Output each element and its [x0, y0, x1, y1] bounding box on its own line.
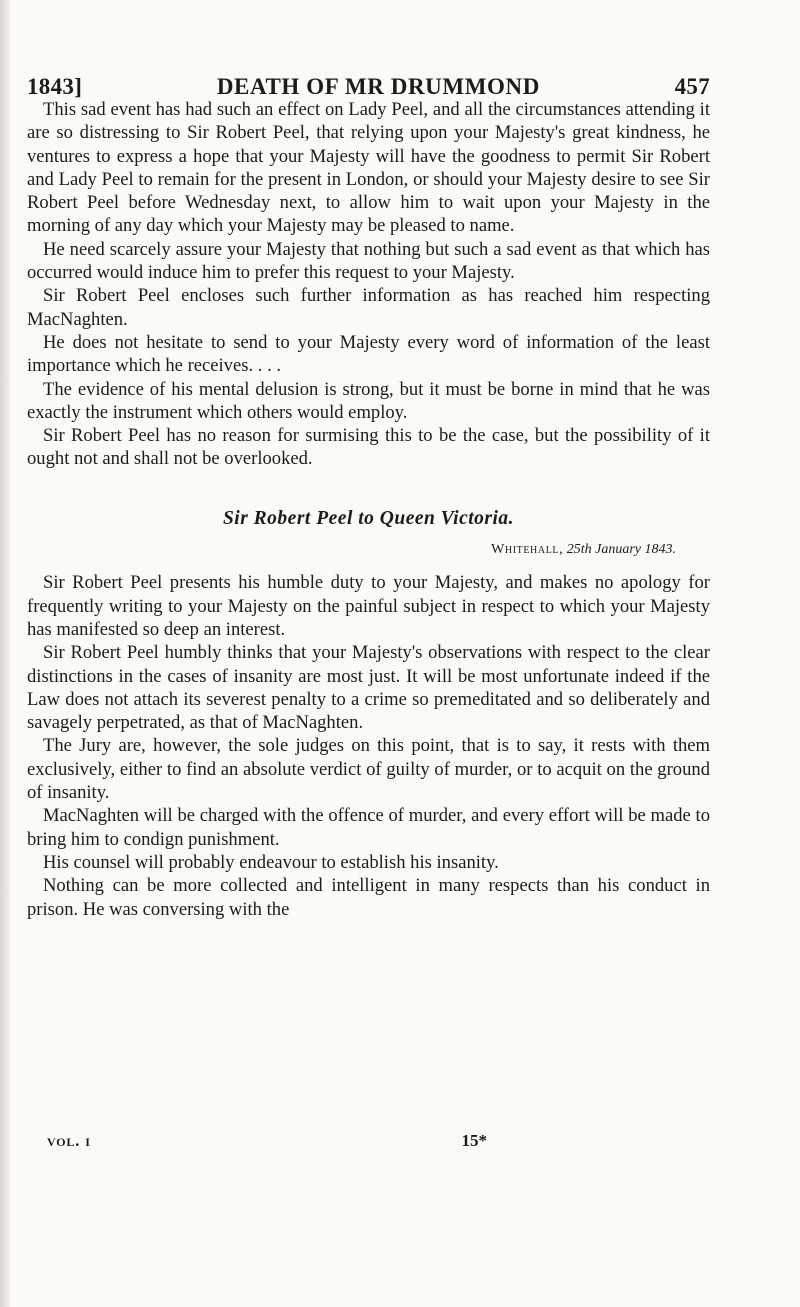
paragraph: Sir Robert Peel encloses such further information as has reached him respecting MacNaghten.: [27, 285, 710, 330]
letter-heading: Sir Robert Peel to Queen Victoria.: [222, 507, 515, 529]
paragraph: His counsel will probably endeavour to establish his insanity.: [43, 851, 499, 873]
dateline-place: Whitehall,: [491, 542, 564, 558]
signature-mark: 15*: [461, 1131, 487, 1150]
paragraph: Sir Robert Peel has no reason for surmising this to be the case, but the possibility of it ought not and shall not be overlooked.: [27, 425, 710, 470]
paragraph: He need scarcely assure your Majesty that nothing but such a sad event as that which has occurred would induce him to prefer this request to your Majesty.: [27, 238, 710, 284]
paragraph: The Jury are, however, the sole judges on this point, that is to say, it rests with them exclusively, either to find an absolute verdict of guilty of murder, or to acquit on the ground of insanity.: [27, 735, 710, 804]
page-edge-shadow: [0, 0, 10, 1307]
page-body: [27, 98, 710, 921]
volume-marker: vol. i: [47, 1131, 91, 1150]
paragraph: He does not hesitate to send to your Majesty every word of information of the least importance which he receives. . . .: [27, 331, 710, 377]
page-number: 457: [674, 74, 710, 99]
paragraph: Sir Robert Peel presents his humble duty to your Majesty, and makes no apology for frequently writing to your Majesty on the painful subject in respect to which your Majesty has manifested so deep an interest.: [27, 572, 710, 640]
paragraph: This sad event has had such an effect on Lady Peel, and all the circumstances attending it are so distressing to Sir Robert Peel, that relying upon your Majesty's great kindness, he ventures to express a hope that your Majesty will have the goodness to permit Sir Robert and Lady Peel to remain for the present in London, or should your Majesty desire to see Sir Robert Peel before Wednesday next, to allow him to wait upon your Majesty in the morning of any day which your Majesty may be pleased to name.: [27, 99, 710, 237]
paragraph: Sir Robert Peel humbly thinks that your Majesty's observations with respect to the clear distinctions in the cases of insanity are most just. It will be most unfortunate indeed if the Law does not attach its severest penalty to a crime so premeditated and so deliberately and savagely perpetrated, as that of MacNaghten.: [27, 642, 710, 734]
paragraph: Nothing can be more collected and intelligent in many respects than his conduct in prison. He was conversing with the: [27, 875, 710, 920]
header-title: DEATH OF MR DRUMMOND: [216, 74, 540, 99]
page-footer: [47, 1131, 487, 1151]
letter-dateline: [27, 538, 710, 561]
paragraph: MacNaghten will be charged with the offence of murder, and every effort will be made to bring him to condign punishment.: [27, 805, 710, 850]
header-year: 1843]: [27, 74, 83, 99]
paragraph: The evidence of his mental delusion is strong, but it must be borne in mind that he was exactly the instrument which others would employ.: [27, 378, 710, 423]
running-header: [27, 74, 710, 100]
dateline-date: 25th January 1843.: [566, 542, 676, 558]
